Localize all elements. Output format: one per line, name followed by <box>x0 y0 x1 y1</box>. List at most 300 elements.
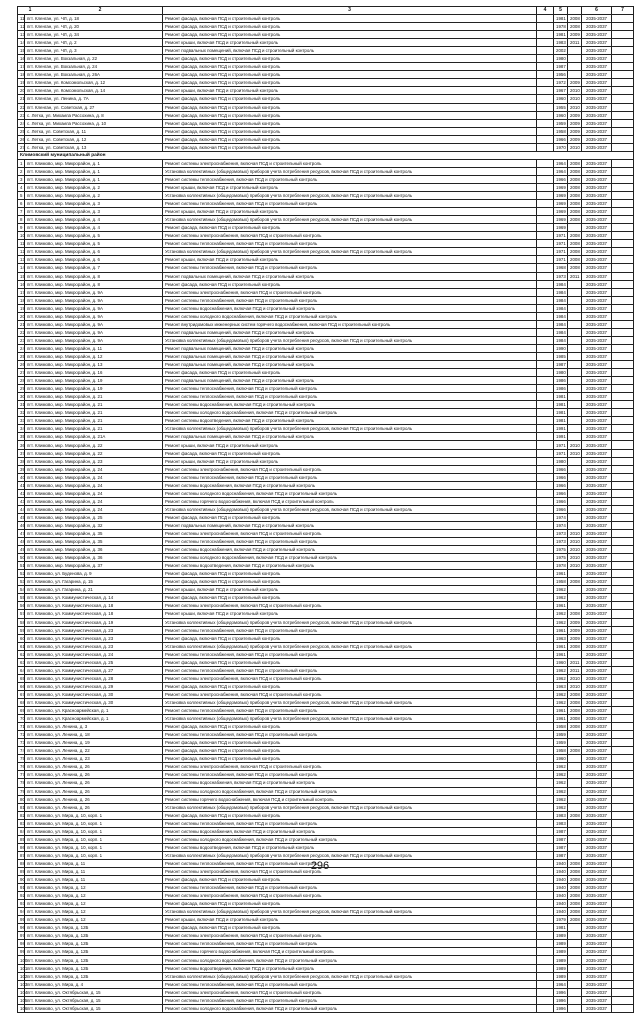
blank-cell <box>612 996 634 1004</box>
built-year-cell: 1959 <box>554 739 568 747</box>
table-row <box>18 369 634 377</box>
last-repair-year-cell: 2009 <box>568 135 582 143</box>
blank-cell <box>537 200 554 208</box>
blank-cell <box>537 546 554 554</box>
last-repair-year-cell <box>568 972 582 980</box>
work-type-cell: Ремонт подвальных помещений, включая ПСД и строительный контроль <box>163 352 537 360</box>
built-year-cell: 1959 <box>554 731 568 739</box>
address-cell: пгт. Климово, мкр. Микрорайон, д. 36 <box>25 554 163 562</box>
row-number-cell: 103 <box>18 980 25 988</box>
blank-cell <box>612 658 634 666</box>
blank-cell <box>612 610 634 618</box>
blank-cell <box>612 240 634 248</box>
address-cell: пгт. Климово, ул. Ленина, д. 26 <box>25 803 163 811</box>
work-type-cell: Ремонт системы теплоснабжения, включая ПСД и строительный контроль <box>163 264 537 272</box>
blank-cell <box>537 908 554 916</box>
work-type-cell: Ремонт системы теплоснабжения, включая ПСД и строительный контроль <box>163 296 537 304</box>
row-number-cell: 24 <box>18 344 25 352</box>
blank-cell <box>537 264 554 272</box>
last-repair-year-cell <box>568 980 582 988</box>
table-row <box>18 183 634 191</box>
planned-period-cell: 2035-2037 <box>582 956 612 964</box>
last-repair-year-cell <box>568 586 582 594</box>
last-repair-year-cell: 2009 <box>568 634 582 642</box>
built-year-cell: 1962 <box>554 698 568 706</box>
row-number-cell: 23 <box>18 336 25 344</box>
planned-period-cell: 2035-2037 <box>582 795 612 803</box>
built-year-cell: 1984 <box>554 296 568 304</box>
blank-cell <box>612 175 634 183</box>
work-type-cell: Ремонт фасада, включая ПСД и строительный контроль <box>163 127 537 135</box>
blank-cell <box>612 835 634 843</box>
blank-cell <box>537 393 554 401</box>
blank-cell <box>612 336 634 344</box>
row-number-cell: 10 <box>18 232 25 240</box>
planned-period-cell: 2035-2037 <box>582 562 612 570</box>
last-repair-year-cell <box>568 755 582 763</box>
work-type-cell: Ремонт внутридомовых инженерных систем горячего водоснабжения, включая ПСД и строительный контроль <box>163 320 537 328</box>
blank-cell <box>537 457 554 465</box>
table-row <box>18 433 634 441</box>
built-year-cell: 1969 <box>554 200 568 208</box>
planned-period-cell: 2035-2037 <box>582 135 612 143</box>
address-cell: пгт. Климово, ул. Мира, д. 12Б <box>25 972 163 980</box>
planned-period-cell: 2035-2037 <box>582 634 612 642</box>
row-number-cell: 18 <box>18 71 25 79</box>
address-cell: пгт. Климово, ул. Коммунистическая, д. 23 <box>25 634 163 642</box>
last-repair-year-cell <box>568 795 582 803</box>
table-row <box>18 1004 634 1012</box>
table-row <box>18 795 634 803</box>
blank-cell <box>612 948 634 956</box>
address-cell: пгт. Климово, мкр. Микрорайон, д. 19 <box>25 385 163 393</box>
address-cell: пгт. Климово, ул. Коммунистическая, д. 30 <box>25 690 163 698</box>
blank-cell <box>537 876 554 884</box>
built-year-cell: 1981 <box>554 31 568 39</box>
row-number-cell: 16 <box>18 280 25 288</box>
address-cell: пгт. Климово, ул. Мира, д. 10, корп. 1 <box>25 827 163 835</box>
work-type-cell: Ремонт системы водоснабжения, включая ПСД и строительный контроль <box>163 827 537 835</box>
table-row <box>18 594 634 602</box>
row-number-cell: 56 <box>18 602 25 610</box>
work-type-cell: Ремонт фасада, включая ПСД и строительный контроль <box>163 723 537 731</box>
blank-cell <box>537 183 554 191</box>
table-row <box>18 755 634 763</box>
planned-period-cell: 2035-2037 <box>582 513 612 521</box>
built-year-cell: 1981 <box>554 393 568 401</box>
row-number-cell: 106 <box>18 1004 25 1012</box>
row-number-cell: 93 <box>18 900 25 908</box>
last-repair-year-cell: 2008 <box>568 23 582 31</box>
planned-period-cell: 2035-2037 <box>582 183 612 191</box>
header-cell-7: 7 <box>612 7 634 15</box>
row-number-cell: 27 <box>18 369 25 377</box>
blank-cell <box>612 634 634 642</box>
row-number-cell: 20 <box>18 87 25 95</box>
row-number-cell: 95 <box>18 916 25 924</box>
work-type-cell: Ремонт фасада, включая ПСД и строительный контроль <box>163 811 537 819</box>
work-type-cell: Ремонт крыши, включая ПСД и строительный контроль <box>163 586 537 594</box>
built-year-cell: 1975 <box>554 554 568 562</box>
address-cell: пгт. Кленган, ул. Советская, д. 27 <box>25 103 163 111</box>
table-row <box>18 513 634 521</box>
table-row <box>18 546 634 554</box>
last-repair-year-cell: 2008 <box>568 240 582 248</box>
address-cell: пгт. Климово, мкр. Микрорайон, д. 9А <box>25 328 163 336</box>
row-number-cell: 5 <box>18 192 25 200</box>
last-repair-year-cell <box>568 932 582 940</box>
table-row <box>18 425 634 433</box>
blank-cell <box>537 135 554 143</box>
address-cell: пгт. Кленган, ул. ЧЛ, д. 34 <box>25 31 163 39</box>
work-type-cell: Ремонт системы электроснабжения, включая ПСД и строительный контроль <box>163 530 537 538</box>
planned-period-cell: 2035-2037 <box>582 884 612 892</box>
built-year-cell: 1962 <box>554 779 568 787</box>
planned-period-cell: 2035-2037 <box>582 723 612 731</box>
work-type-cell: Ремонт системы электроснабжения, включая ПСД и строительный контроль <box>163 763 537 771</box>
row-number-cell: 36 <box>18 441 25 449</box>
blank-cell <box>537 755 554 763</box>
last-repair-year-cell <box>568 779 582 787</box>
planned-period-cell: 2035-2037 <box>582 304 612 312</box>
work-type-cell: Ремонт системы горячего водоснабжения, включая ПСД и строительный контроль <box>163 948 537 956</box>
work-type-cell: Ремонт фасада, включая ПСД и строительный контроль <box>163 578 537 586</box>
last-repair-year-cell: 2010 <box>568 546 582 554</box>
last-repair-year-cell <box>568 739 582 747</box>
planned-period-cell: 2035-2037 <box>582 320 612 328</box>
last-repair-year-cell <box>568 803 582 811</box>
planned-period-cell: 2035-2037 <box>582 240 612 248</box>
last-repair-year-cell <box>568 924 582 932</box>
blank-cell <box>612 288 634 296</box>
work-type-cell: Ремонт фасада, включая ПСД и строительный контроль <box>163 513 537 521</box>
built-year-cell: 1986 <box>554 377 568 385</box>
last-repair-year-cell <box>568 787 582 795</box>
row-number-cell: 3 <box>18 175 25 183</box>
built-year-cell: 1966 <box>554 489 568 497</box>
planned-period-cell: 2035-2037 <box>582 481 612 489</box>
work-type-cell: Ремонт системы электроснабжения, включая ПСД и строительный контроль <box>163 892 537 900</box>
work-type-cell: Ремонт фасада, включая ПСД и строительный контроль <box>163 224 537 232</box>
planned-period-cell: 2035-2037 <box>582 739 612 747</box>
blank-cell <box>537 47 554 55</box>
work-type-cell: Ремонт крыши, включая ПСД и строительный контроль <box>163 256 537 264</box>
last-repair-year-cell: 2008 <box>568 811 582 819</box>
address-cell: пгт. Климово, мкр. Микрорайон, д. 3 <box>25 208 163 216</box>
address-cell: пгт. Климово, мкр. Микрорайон, д. 21 <box>25 425 163 433</box>
built-year-cell: 1956 <box>554 71 568 79</box>
header-col-1-2 <box>18 7 163 15</box>
blank-cell <box>537 602 554 610</box>
table-row <box>18 932 634 940</box>
blank-cell <box>612 755 634 763</box>
built-year-cell: 1961 <box>554 570 568 578</box>
row-number-cell: 8 <box>18 216 25 224</box>
last-repair-year-cell: 2009 <box>568 111 582 119</box>
work-type-cell: Ремонт системы теплоснабжения, включая ПСД и строительный контроль <box>163 650 537 658</box>
work-type-cell: Установка коллективных (общедомовых) приборов учета потребления ресурсов, включая ПСД и строительный контроль <box>163 972 537 980</box>
last-repair-year-cell <box>568 602 582 610</box>
planned-period-cell: 2035-2037 <box>582 103 612 111</box>
last-repair-year-cell: 2010 <box>568 530 582 538</box>
blank-cell <box>537 884 554 892</box>
built-year-cell: 1984 <box>554 328 568 336</box>
table-row <box>18 143 634 151</box>
planned-period-cell: 2035-2037 <box>582 763 612 771</box>
built-year-cell: 1970 <box>554 143 568 151</box>
blank-cell <box>612 908 634 916</box>
work-type-cell: Ремонт системы теплоснабжения, включая ПСД и строительный контроль <box>163 731 537 739</box>
row-number-cell: 53 <box>18 578 25 586</box>
address-cell: пгт. Климово, ул. Мира, д. 12 <box>25 884 163 892</box>
header-cell-3: 3 <box>163 7 537 15</box>
last-repair-year-cell <box>568 328 582 336</box>
address-cell: пгт. Климово, мкр. Микрорайон, д. 12 <box>25 352 163 360</box>
blank-cell <box>537 216 554 224</box>
last-repair-year-cell <box>568 344 582 352</box>
table-row <box>18 441 634 449</box>
blank-cell <box>537 562 554 570</box>
table-row <box>18 650 634 658</box>
blank-cell <box>537 586 554 594</box>
table-row <box>18 554 634 562</box>
address-cell: пгт. Климово, мкр. Микрорайон, д. 32 <box>25 521 163 529</box>
work-type-cell: Ремонт фасада, включая ПСД и строительный контроль <box>163 119 537 127</box>
work-type-cell: Ремонт системы водоснабжения, включая ПСД и строительный контроль <box>163 481 537 489</box>
row-number-cell: 39 <box>18 465 25 473</box>
row-number-cell: 79 <box>18 787 25 795</box>
table-row <box>18 127 634 135</box>
work-type-cell: Ремонт фасада, включая ПСД и строительный контроль <box>163 369 537 377</box>
blank-cell <box>537 175 554 183</box>
table-row <box>18 320 634 328</box>
address-cell: пгт. Климово, ул. Ленина, д. 26 <box>25 795 163 803</box>
blank-cell <box>537 224 554 232</box>
blank-cell <box>612 377 634 385</box>
last-repair-year-cell <box>568 851 582 859</box>
blank-cell <box>537 208 554 216</box>
row-number-cell: 37 <box>18 449 25 457</box>
planned-period-cell: 2035-2037 <box>582 200 612 208</box>
address-cell: пгт. Климово, ул. Ленина, д. 26 <box>25 779 163 787</box>
last-repair-year-cell: 2008 <box>568 707 582 715</box>
built-year-cell: 1964 <box>554 167 568 175</box>
built-year-cell: 1966 <box>554 505 568 513</box>
built-year-cell: 1961 <box>554 642 568 650</box>
row-number-cell: 87 <box>18 851 25 859</box>
planned-period-cell: 2035-2037 <box>582 224 612 232</box>
row-number-cell: 76 <box>18 763 25 771</box>
blank-cell <box>612 31 634 39</box>
planned-period-cell: 2035-2037 <box>582 175 612 183</box>
blank-cell <box>537 835 554 843</box>
address-cell: пгт. Климово, ул. Мира, д. 10, корп. 1 <box>25 851 163 859</box>
address-cell: пгт. Климово, мкр. Микрорайон, д. 24 <box>25 497 163 505</box>
blank-cell <box>537 361 554 369</box>
last-repair-year-cell <box>568 1004 582 1012</box>
row-number-cell: 52 <box>18 570 25 578</box>
blank-cell <box>537 497 554 505</box>
planned-period-cell: 2035-2037 <box>582 208 612 216</box>
last-repair-year-cell <box>568 650 582 658</box>
address-cell: пгт. Климово, ул. Мира, д. 12Б <box>25 964 163 972</box>
blank-cell <box>612 312 634 320</box>
built-year-cell: 1990 <box>554 344 568 352</box>
built-year-cell: 1975 <box>554 546 568 554</box>
planned-period-cell: 2035-2037 <box>582 159 612 167</box>
blank-cell <box>612 401 634 409</box>
built-year-cell: 1974 <box>554 521 568 529</box>
planned-period-cell: 2035-2037 <box>582 892 612 900</box>
table-row <box>18 530 634 538</box>
row-number-cell: 19 <box>18 304 25 312</box>
planned-period-cell: 2035-2037 <box>582 272 612 280</box>
built-year-cell: 1958 <box>554 127 568 135</box>
planned-period-cell: 2035-2037 <box>582 626 612 634</box>
built-year-cell: 1971 <box>554 256 568 264</box>
blank-cell <box>612 530 634 538</box>
blank-cell <box>537 715 554 723</box>
row-number-cell: 48 <box>18 538 25 546</box>
planned-period-cell: 2035-2037 <box>582 369 612 377</box>
table-row <box>18 71 634 79</box>
table-row <box>18 95 634 103</box>
work-type-cell: Установка коллективных (общедомовых) приборов учета потребления ресурсов, включая ПСД и строительный контроль <box>163 908 537 916</box>
blank-cell <box>612 666 634 674</box>
built-year-cell: 1966 <box>554 497 568 505</box>
blank-cell <box>537 924 554 932</box>
built-year-cell: 1984 <box>554 312 568 320</box>
built-year-cell: 1983 <box>554 811 568 819</box>
address-cell: пгт. Климово, ул. Мира, д. 10, корп. 1 <box>25 843 163 851</box>
built-year-cell: 1984 <box>554 336 568 344</box>
blank-cell <box>612 892 634 900</box>
work-type-cell: Установка коллективных (общедомовых) приборов учета потребления ресурсов, включая ПСД и строительный контроль <box>163 803 537 811</box>
work-type-cell: Установка коллективных (общедомовых) приборов учета потребления ресурсов, включая ПСД и строительный контроль <box>163 715 537 723</box>
address-cell: с. Летка, ул. Советская, д. 12 <box>25 135 163 143</box>
work-type-cell: Ремонт системы теплоснабжения, включая ПСД и строительный контроль <box>163 980 537 988</box>
address-cell: пгт. Климово, ул. Ленина, д. 22 <box>25 747 163 755</box>
work-type-cell: Ремонт системы электроснабжения, включая ПСД и строительный контроль <box>163 602 537 610</box>
last-repair-year-cell <box>568 465 582 473</box>
blank-cell <box>612 723 634 731</box>
blank-cell <box>612 972 634 980</box>
built-year-cell: 1961 <box>554 626 568 634</box>
row-number-cell: 26 <box>18 361 25 369</box>
planned-period-cell: 2035-2037 <box>582 610 612 618</box>
row-number-cell: 44 <box>18 505 25 513</box>
planned-period-cell: 2035-2037 <box>582 1004 612 1012</box>
work-type-cell: Установка коллективных (общедомовых) приборов учета потребления ресурсов, включая ПСД и строительный контроль <box>163 192 537 200</box>
last-repair-year-cell: 2009 <box>568 119 582 127</box>
address-cell: пгт. Климово, ул. Мира, д. 12 <box>25 916 163 924</box>
table-row <box>18 31 634 39</box>
built-year-cell: 1966 <box>554 175 568 183</box>
table-row <box>18 602 634 610</box>
planned-period-cell: 2035-2037 <box>582 690 612 698</box>
blank-cell <box>612 795 634 803</box>
planned-period-cell: 2035-2037 <box>582 859 612 867</box>
last-repair-year-cell: 2008 <box>568 908 582 916</box>
table-row <box>18 55 634 63</box>
address-cell: пгт. Климово, мкр. Микрорайон, д. 24 <box>25 505 163 513</box>
last-repair-year-cell <box>568 224 582 232</box>
work-type-cell: Ремонт системы горячего водоснабжения, включая ПСД и строительный контроль <box>163 497 537 505</box>
row-number-cell: 89 <box>18 867 25 875</box>
blank-cell <box>537 996 554 1004</box>
blank-cell <box>612 143 634 151</box>
address-cell: пгт. Климово, ул. Мира, д. 12Б <box>25 940 163 948</box>
address-cell: пгт. Климово, ул. Коммунистическая, д. 23 <box>25 626 163 634</box>
blank-cell <box>537 385 554 393</box>
blank-cell <box>537 449 554 457</box>
table-row <box>18 15 634 23</box>
built-year-cell: 1987 <box>554 827 568 835</box>
blank-cell <box>537 578 554 586</box>
header-cell-4: 4 <box>537 7 554 15</box>
built-year-cell: 1966 <box>554 465 568 473</box>
last-repair-year-cell <box>568 433 582 441</box>
address-cell: пгт. Климово, ул. Ленина, д. 19 <box>25 739 163 747</box>
address-cell: пгт. Климово, ул. Мира, д. 11 <box>25 876 163 884</box>
address-cell: пгт. Климово, мкр. Микрорайон, д. 3 <box>25 200 163 208</box>
blank-cell <box>537 851 554 859</box>
planned-period-cell: 2035-2037 <box>582 393 612 401</box>
last-repair-year-cell <box>568 731 582 739</box>
address-cell: пгт. Климово, ул. Коммунистическая, д. 27 <box>25 666 163 674</box>
table-row <box>18 167 634 175</box>
blank-cell <box>537 79 554 87</box>
planned-period-cell: 2035-2037 <box>582 618 612 626</box>
built-year-cell: 1984 <box>554 280 568 288</box>
row-number-cell: 84 <box>18 827 25 835</box>
table-row <box>18 385 634 393</box>
work-type-cell: Ремонт крыши, включая ПСД и строительный контроль <box>163 87 537 95</box>
address-cell: пгт. Климово, мкр. Микрорайон, д. 22 <box>25 449 163 457</box>
last-repair-year-cell <box>568 288 582 296</box>
work-type-cell: Ремонт системы холодного водоснабжения, включая ПСД и строительный контроль <box>163 409 537 417</box>
last-repair-year-cell <box>568 47 582 55</box>
blank-cell <box>612 352 634 360</box>
last-repair-year-cell <box>568 835 582 843</box>
last-repair-year-cell <box>568 55 582 63</box>
planned-period-cell: 2035-2037 <box>582 344 612 352</box>
table-row <box>18 964 634 972</box>
built-year-cell: 1962 <box>554 618 568 626</box>
row-number-cell: 85 <box>18 835 25 843</box>
last-repair-year-cell: 2008 <box>568 192 582 200</box>
built-year-cell: 1979 <box>554 916 568 924</box>
address-cell: пгт. Климово, мкр. Микрорайон, д. 19 <box>25 377 163 385</box>
blank-cell <box>537 39 554 47</box>
work-type-cell: Ремонт системы теплоснабжения, включая ПСД и строительный контроль <box>163 473 537 481</box>
table-row <box>18 610 634 618</box>
built-year-cell: 1973 <box>554 530 568 538</box>
planned-period-cell: 2035-2037 <box>582 771 612 779</box>
row-number-cell: 92 <box>18 892 25 900</box>
last-repair-year-cell: 2010 <box>568 87 582 95</box>
address-cell: пгт. Климово, мкр. Микрорайон, д. 36 <box>25 546 163 554</box>
header-cell-6: 6 <box>582 7 612 15</box>
work-type-cell: Ремонт системы электроснабжения, включая ПСД и строительный контроль <box>163 988 537 996</box>
blank-cell <box>537 272 554 280</box>
address-cell: пгт. Климово, мкр. Микрорайон, д. 9А <box>25 336 163 344</box>
blank-cell <box>612 513 634 521</box>
planned-period-cell: 2035-2037 <box>582 111 612 119</box>
planned-period-cell: 2035-2037 <box>582 352 612 360</box>
last-repair-year-cell <box>568 457 582 465</box>
address-cell: пгт. Климово, мкр. Микрорайон, д. 2 <box>25 183 163 191</box>
